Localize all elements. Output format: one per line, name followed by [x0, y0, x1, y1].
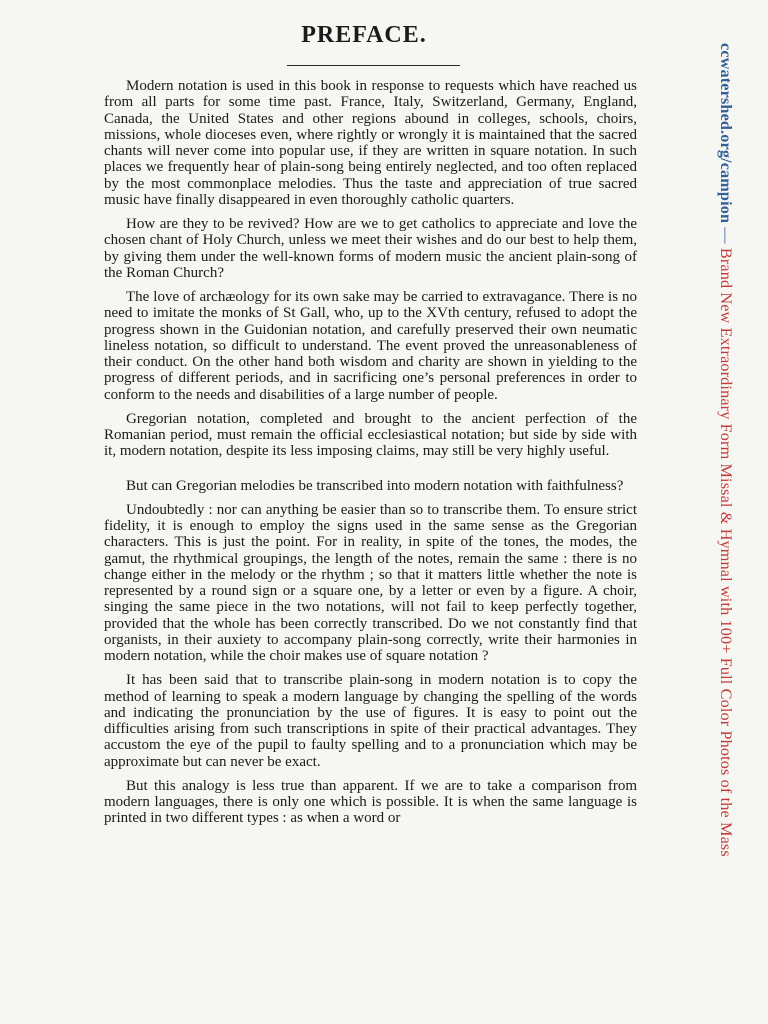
title-rule	[287, 65, 460, 66]
paragraph-7: It has been said that to transcribe plain-song in modern notation is to copy the method of learning to speak a modern language by changing the spelling of the words and indicating the pronunciation by the use of figures. It is easy to point out the difficulties arising from such transcriptions in spite of their practical advantages. They accustom the eye of the pupil to faulty spelling and to a pronunciation which may be approximate but can never be exact.	[104, 672, 637, 770]
preface-body	[104, 78, 637, 835]
paragraph-3: The love of archæology for its own sake may be carried to extravagance. There is no need to imitate the monks of St Gall, who, up to the XVth century, refused to adopt the progress shown in the Guidonian notation, and carefully preserved their own neumatic lineless notation, so difficult to understand. The event proved the unreasonableness of their conduct. On the other hand both wisdom and charity are shown in yielding to the progress of different periods, and in sacrificing one’s personal preferences in order to conform to the needs and disabilities of a large number of people.	[104, 289, 637, 403]
paragraph-5: But can Gregorian melodies be transcribed into modern notation with faithfulness?	[126, 477, 624, 494]
paragraph-1: Modern notation is used in this book in response to requests which have reached us from all parts for some time past. France, Italy, Switzerland, Germany, England, Canada, the United States and other regions abound in colleges, schools, choirs, missions, whole dioceses even, where rightly or wrongly it is maintained that the sacred chants will never come into popular use, if they are written in square notation. In such places we frequently hear of plain-song being entirely neglected, and too often replaced by the most commonplace melodies. Thus the taste and appreciation of true sacred music have finally disappeared in even thoroughly catholic quarters.	[104, 78, 637, 208]
paragraph-8: But this analogy is less true than apparent. If we are to take a comparison from modern languages, there is only one which is possible. It is when the same language is printed in two different types : as when a word or	[104, 777, 637, 827]
page-title: PREFACE.	[301, 22, 427, 48]
side-note-site: ccwatershed.org/campion	[717, 43, 735, 224]
side-note-promo: Brand New Extraordinary Form Missal & Hymnal with 100+ Full Color Photos of the Mass	[717, 247, 735, 857]
side-note-dash: —	[717, 223, 735, 248]
paragraph-6: Undoubtedly : nor can anything be easier than so to transcribe them. To ensure strict fidelity, it is enough to employ the signs used in the same sense as the Gregorian characters. This is just the point. For in reality, in spite of the tones, the modes, the gamut, the rhythmical groupings, the length of the notes, remain the same : there is no change either in the melody or the rhythm ; so that it matters little whether the note is represented by a round sign or a square one, by a letter or even by a figure. A choir, singing the same piece in the two notations, will not fail to keep perfectly together, provided that the whole has been correctly transcribed. Do we not constantly find that organists, in their auxiety to accompany plain-song correctly, write their harmonies in modern notation, while the choir makes use of square notation ?	[104, 501, 637, 664]
paragraph-4: Gregorian notation, completed and brought to the ancient perfection of the Romanian period, must remain the official ecclesiastical notation; but side by side with it, modern notation, despite its less imposing claims, may still be very highly useful.	[104, 410, 637, 460]
vertical-side-note	[716, 43, 736, 975]
paragraph-2: How are they to be revived? How are we to get catholics to appreciate and love the chosen chant of Holy Church, unless we meet their wishes and do our best to help them, by giving them under the well-known forms of modern music the ancient plain-song of the Roman Church?	[104, 216, 637, 281]
